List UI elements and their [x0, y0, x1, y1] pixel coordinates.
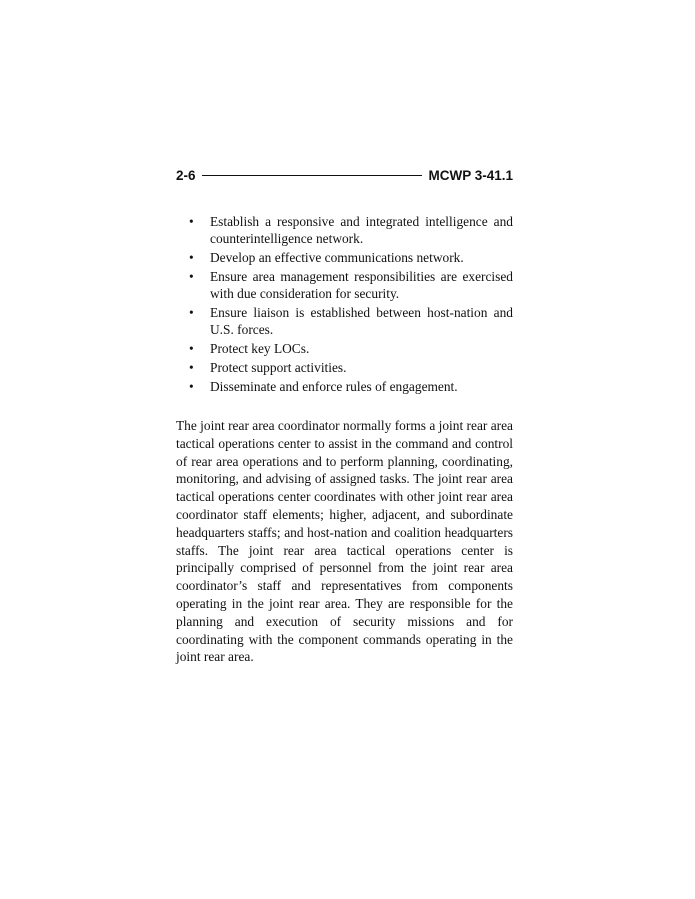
bullet-list: [176, 213, 513, 397]
list-item: [176, 359, 513, 376]
header-rule: [202, 175, 423, 176]
list-item-text: Protect key LOCs.: [210, 341, 310, 356]
body-paragraph: The joint rear area coordinator normally forms a joint rear area tactical operations center to assist in the command and control of rear area operations and to perform planning, coordinating, monitoring, and advising of assigned tasks. The joint rear area tactical operations center coordinates with other joint rear area coordinator staff elements; higher, adjacent, and subordinate headquarters staffs; and host-nation and coalition headquarters staffs. The joint rear area tactical operations center is principally comprised of personnel from the joint rear area coordinator’s staff and representatives from components operating in the joint rear area. They are responsible for the planning and execution of security missions and for coordinating with the component commands operating in the joint rear area.: [176, 418, 513, 665]
bullet-dot-icon: •: [189, 341, 194, 356]
list-item-text: Ensure liaison is established between host-nation and U.S. forces.: [210, 305, 513, 337]
list-item-text: Protect support activities.: [210, 360, 347, 375]
bullet-dot-icon: •: [189, 305, 194, 320]
list-item-text: Develop an effective communications network.: [210, 250, 464, 265]
list-item: [176, 249, 513, 266]
list-item-text: Disseminate and enforce rules of engagement.: [210, 379, 458, 394]
list-item-text: Establish a responsive and integrated intelligence and counterintelligence network.: [210, 214, 513, 246]
bullet-dot-icon: •: [189, 360, 194, 375]
list-item: [176, 213, 513, 247]
list-item: [176, 268, 513, 302]
bullet-dot-icon: •: [189, 269, 194, 284]
publication-id: MCWP 3-41.1: [428, 167, 513, 183]
list-item-text: Ensure area management responsibilities are exercised with due consideration for security.: [210, 269, 513, 301]
bullet-dot-icon: •: [189, 214, 194, 229]
running-header: [176, 165, 513, 185]
list-item: [176, 378, 513, 395]
list-item: [176, 340, 513, 357]
page-number: 2-6: [176, 167, 196, 183]
bullet-dot-icon: •: [189, 250, 194, 265]
bullet-dot-icon: •: [189, 379, 194, 394]
list-item: [176, 304, 513, 338]
